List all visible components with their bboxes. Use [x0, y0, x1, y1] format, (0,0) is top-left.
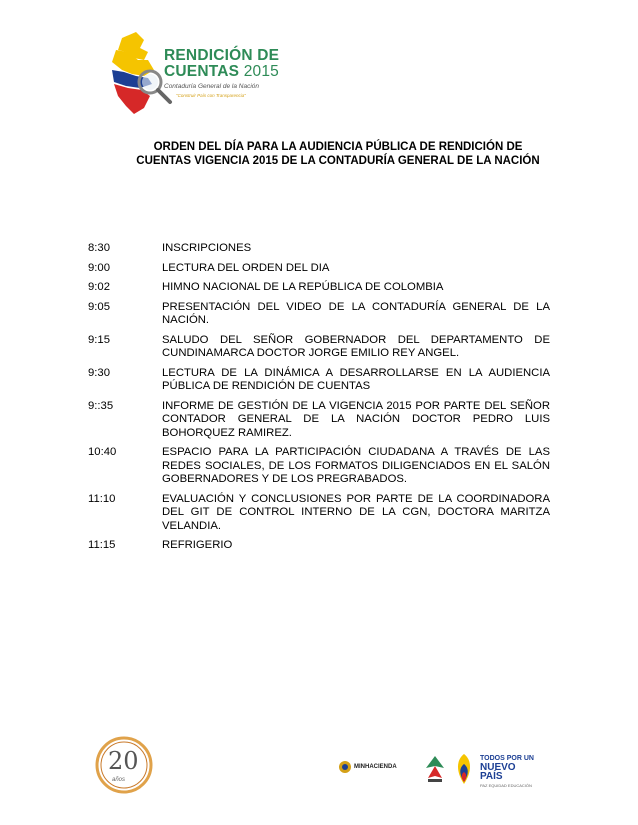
agenda-description: LECTURA DE LA DINÁMICA A DESARROLLARSE EN LA AUDIENCIA PÚBLICA DE RENDICIÓN DE CUENTAS — [162, 366, 550, 392]
agenda-description: PRESENTACIÓN DEL VIDEO DE LA CONTADURÍA GENERAL DE LA NACIÓN. — [162, 300, 550, 326]
slogan-line3: PAZ EQUIDAD EDUCACIÓN — [480, 783, 532, 788]
logo-slogan: "Construir País con Transparencia" — [176, 93, 246, 98]
slogan-line2: NUEVO PAÍS — [480, 762, 516, 782]
agenda-description: INSCRIPCIONES — [162, 242, 252, 254]
agenda-time: 9:15 — [88, 333, 110, 346]
agenda-description: SALUDO DEL SEÑOR GOBERNADOR DEL DEPARTAMENTO DE CUNDINAMARCA DOCTOR JORGE EMILIO REY ANGEL. — [162, 333, 550, 359]
logo-cuentas: CUENTAS — [164, 63, 240, 80]
logo-year: 2015 — [243, 63, 279, 80]
agenda-time: 9:30 — [88, 366, 110, 379]
agenda-item — [88, 446, 550, 487]
anniversary-word: años — [112, 777, 126, 783]
todos-por-un-nuevo-pais-label — [480, 754, 540, 790]
minhacienda-label: MINHACIENDA — [354, 764, 397, 770]
agenda-description: HIMNO NACIONAL DE LA REPÚBLICA DE COLOMBIA — [162, 281, 444, 293]
agenda-item — [88, 493, 550, 534]
agenda-item — [88, 334, 550, 361]
agenda-time: 11:10 — [88, 492, 116, 505]
agenda-description: ESPACIO PARA LA PARTICIPACIÓN CIUDADANA A TRAVÉS DE LAS REDES SOCIALES, DE LOS FORMATOS DILIGENCIADOS EN EL SALÓN GOBERNADORES Y DE LOS PREGRABADOS. — [162, 446, 550, 485]
agenda-description: INFORME DE GESTIÓN DE LA VIGENCIA 2015 POR PARTE DEL SEÑOR CONTADOR GENERAL DE LA NACIÓN DOCTOR PEDRO LUIS BOHORQUEZ RAMIREZ. — [162, 399, 550, 439]
agenda-item — [88, 400, 550, 441]
agenda-list — [88, 242, 550, 559]
rendicion-cuentas-logo — [104, 30, 284, 125]
agenda-time: 9:05 — [88, 300, 110, 313]
document-title: ORDEN DEL DÍA PARA LA AUDIENCIA PÚBLICA DE RENDICIÓN DE CUENTAS VIGENCIA 2015 DE LA CONTADURÍA GENERAL DE LA NACIÓN — [136, 141, 540, 167]
agenda-item — [88, 367, 550, 394]
todos-por-un-nuevo-pais-icon — [452, 752, 476, 786]
agenda-description: REFRIGERIO — [162, 539, 233, 551]
agenda-time: 11:15 — [88, 539, 116, 551]
cgn-emblem-icon — [424, 754, 446, 784]
government-logos — [340, 752, 540, 792]
slogan-line1: TODOS POR UN — [480, 755, 534, 762]
agenda-description: EVALUACIÓN Y CONCLUSIONES POR PARTE DE LA COORDINADORA DEL GIT DE CONTROL INTERNO DE LA CGN, DOCTORA MARITZA VELANDIA. — [162, 492, 550, 532]
agenda-item — [88, 281, 550, 295]
coat-of-arms-icon — [338, 760, 352, 774]
agenda-time: 9:00 — [88, 261, 110, 274]
agenda-time: 9:02 — [88, 281, 110, 293]
logo-title-line1: RENDICIÓN DE — [164, 47, 280, 64]
agenda-item — [88, 301, 550, 328]
agenda-item — [88, 539, 550, 553]
agenda-item — [88, 262, 550, 276]
anniversary-20-logo — [90, 735, 158, 795]
logo-title — [164, 48, 279, 80]
anniversary-number: 20 — [108, 747, 139, 775]
agenda-description: LECTURA DEL ORDEN DEL DIA — [162, 261, 330, 274]
agenda-time: 9::35 — [88, 399, 114, 412]
agenda-time: 10:40 — [88, 446, 117, 458]
agenda-time: 8:30 — [88, 242, 110, 254]
logo-title-line2 — [164, 64, 279, 80]
logo-subtitle: Contaduría General de la Nación — [164, 83, 260, 90]
agenda-item — [88, 242, 550, 256]
